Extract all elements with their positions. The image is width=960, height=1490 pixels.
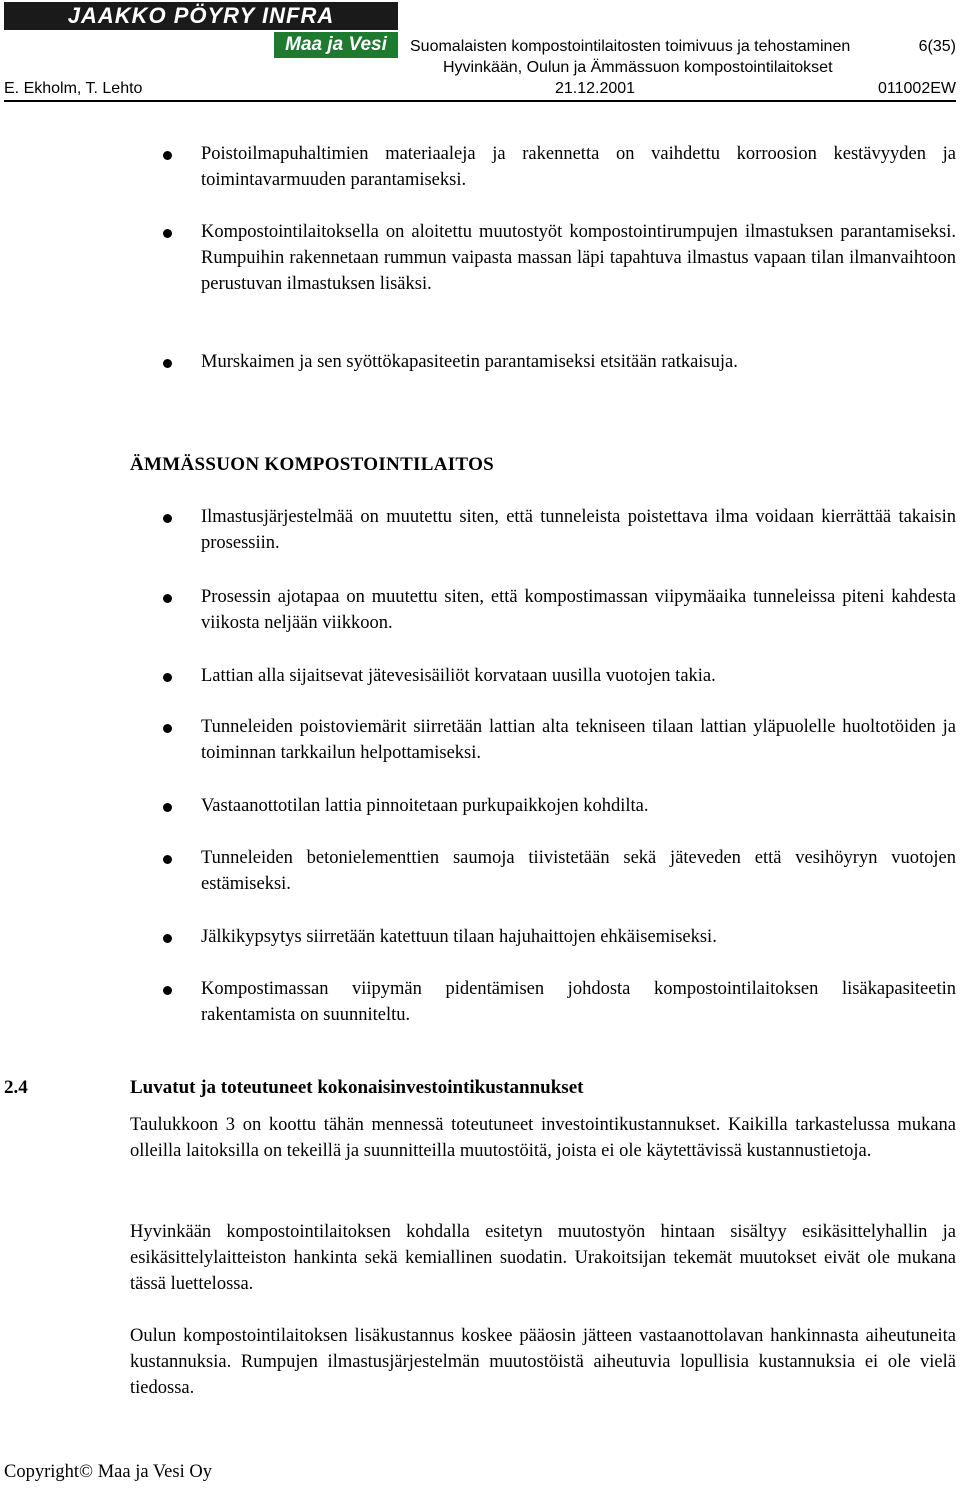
list-item xyxy=(0,584,960,663)
bullet-icon xyxy=(163,359,172,368)
list-item-text: Prosessin ajotapaa on muutettu siten, että kompostimassan viipymäaika tunneleissa piteni kahdesta viikosta neljään viikkoon. xyxy=(201,587,956,633)
list-item xyxy=(0,219,960,349)
header-divider xyxy=(4,100,956,102)
company-logo: JAAKKO PÖYRY INFRA xyxy=(4,2,398,30)
list-item xyxy=(0,793,960,845)
document-date: 21.12.2001 xyxy=(555,80,636,97)
list-item xyxy=(0,141,960,219)
bullet-icon xyxy=(163,229,172,238)
list-item-text: Kompostimassan viipymän pidentämisen johdosta kompostointilaitoksen lisäkapasiteetin rakentamista on suunniteltu. xyxy=(201,979,956,1025)
authors: E. Ekholm, T. Lehto xyxy=(4,80,143,97)
bullet-icon xyxy=(163,673,172,682)
document-code: 011002EW xyxy=(878,80,956,97)
paragraph: Taulukkoon 3 on koottu tähän mennessä toteutuneet investointikustannukset. Kaikilla tarkastelussa mukana olleilla laitoksilla on tekeillä ja suunnitteilla muutostöitä, joista ei ole käytettävissä kustannustietoja. xyxy=(130,1115,956,1161)
paragraph: Oulun kompostointilaitoksen lisäkustannus koskee pääosin jätteen vastaanottolavan hankinnasta aiheutuneita kustannuksia. Rumpujen ilmastusjärjestelmän muutostöistä aiheutuvia lopullisia kustannuksia ei ole vielä tiedossa. xyxy=(130,1326,956,1398)
document-subtitle: Hyvinkään, Oulun ja Ämmässuon kompostointilaitokset xyxy=(443,59,833,76)
page-header xyxy=(0,0,960,104)
list-item-text: Tunneleiden poistoviemärit siirretään lattian alta tekniseen tilaan lattian yläpuolelle huoltotöiden ja toiminnan tarkkailun helpottamiseksi. xyxy=(201,717,956,763)
division-logo: Maa ja Vesi xyxy=(274,32,398,58)
list-item xyxy=(0,714,960,793)
bullet-icon xyxy=(163,855,172,864)
bullet-icon xyxy=(163,724,172,733)
oulu-bullet-list xyxy=(0,141,960,375)
list-item xyxy=(0,504,960,584)
ammassuo-bullet-list xyxy=(0,504,960,1036)
list-item-text: Lattian alla sijaitsevat jätevesisäiliöt korvataan uusilla vuotojen takia. xyxy=(201,666,716,686)
list-item xyxy=(0,663,960,714)
list-item xyxy=(0,924,960,976)
list-item-text: Ilmastusjärjestelmää on muutettu siten, että tunneleista poistettava ilma voidaan kierrättää takaisin prosessiin. xyxy=(201,507,956,553)
list-item xyxy=(0,845,960,924)
bullet-icon xyxy=(163,803,172,812)
bullet-icon xyxy=(163,934,172,943)
bullet-icon xyxy=(163,151,172,160)
section-number: 2.4 xyxy=(4,1077,28,1098)
list-item-text: Jälkikypsytys siirretään katettuun tilaan hajuhaittojen ehkäisemiseksi. xyxy=(201,927,717,947)
bullet-icon xyxy=(163,986,172,995)
section-heading: ÄMMÄSSUON KOMPOSTOINTILAITOS xyxy=(130,454,495,475)
paragraph: Hyvinkään kompostointilaitoksen kohdalla esitetyn muutostyön hintaan sisältyy esikäsittelyhallin ja esikäsittelylaitteiston hankinta sekä kemiallinen suodatin. Urakoitsijan tekemät muutokset eivät ole mukana tässä luettelossa. xyxy=(130,1222,956,1294)
list-item-text: Kompostointilaitoksella on aloitettu muutostyöt kompostointirumpujen ilmastuksen parantamiseksi. Rumpuihin rakennetaan rummun vaipasta massan läpi tapahtuva ilmastus vapaan tilan ilmanvaihtoon perustuvan ilmastuksen lisäksi. xyxy=(201,222,956,294)
bullet-icon xyxy=(163,514,172,523)
list-item-text: Vastaanottotilan lattia pinnoitetaan purkupaikkojen kohdilta. xyxy=(201,796,649,816)
list-item-text: Poistoilmapuhaltimien materiaaleja ja rakennetta on vaihdettu korroosion kestävyyden ja toimintavarmuuden parantamiseksi. xyxy=(201,144,956,190)
section-title: Luvatut ja toteutuneet kokonaisinvestointikustannukset xyxy=(130,1077,584,1098)
document-title: Suomalaisten kompostointilaitosten toimivuus ja tehostaminen xyxy=(410,38,851,55)
list-item xyxy=(0,349,960,375)
list-item-text: Tunneleiden betonielementtien saumoja tiivistetään sekä jäteveden että vesihöyryn vuotojen estämiseksi. xyxy=(201,848,956,894)
list-item-text: Murskaimen ja sen syöttökapasiteetin parantamiseksi etsitään ratkaisuja. xyxy=(201,352,738,372)
footer-copyright: Copyright© Maa ja Vesi Oy xyxy=(4,1462,212,1482)
list-item xyxy=(0,976,960,1036)
page-number: 6(35) xyxy=(918,38,956,55)
bullet-icon xyxy=(163,594,172,603)
